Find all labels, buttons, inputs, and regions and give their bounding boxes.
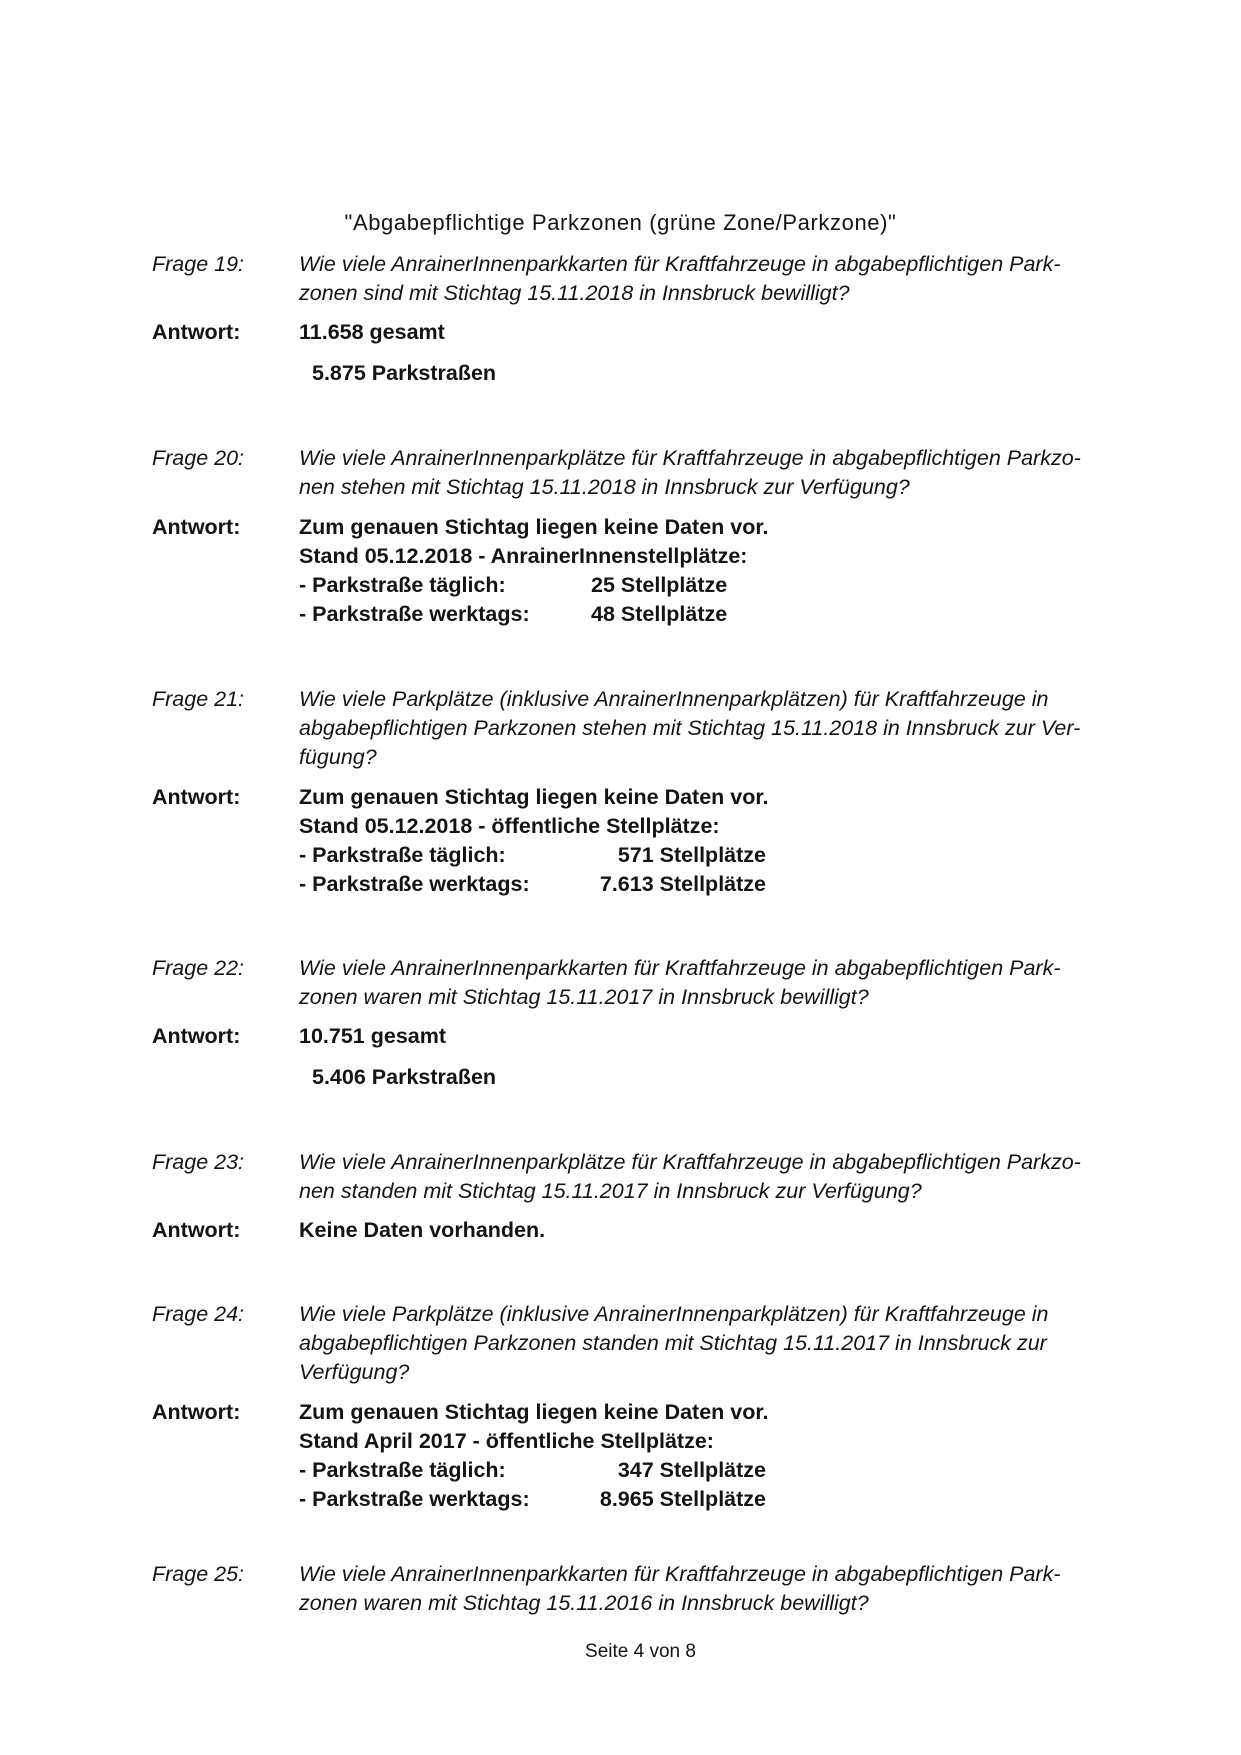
question-label: Frage 22:	[152, 956, 245, 980]
answer-label: Antwort:	[152, 1400, 241, 1424]
answer-line: Stand 05.12.2018 - AnrainerInnenstellplätze:	[299, 544, 748, 568]
question-label: Frage 20:	[152, 446, 245, 470]
row-value: 571 Stellplätze	[617, 843, 766, 867]
question-line: zonen waren mit Stichtag 15.11.2016 in Innsbruck bewilligt?	[299, 1591, 869, 1615]
row-key: - Parkstraße werktags:	[299, 872, 530, 896]
question-text	[299, 954, 1139, 1012]
answer-line: Stand 05.12.2018 - öffentliche Stellplätze:	[299, 814, 720, 838]
answer-text	[299, 1398, 769, 1514]
row-value: 7.613 Stellplätze	[599, 872, 766, 896]
answer-text	[299, 1022, 496, 1092]
question-line: zonen waren mit Stichtag 15.11.2017 in Innsbruck bewilligt?	[299, 985, 869, 1009]
answer-sub: 5.875 Parkstraßen	[312, 361, 497, 385]
question-line: fügung?	[299, 745, 377, 769]
answer-row	[299, 1485, 769, 1514]
answer-label: Antwort:	[152, 1218, 241, 1242]
question-line: Verfügung?	[299, 1360, 410, 1384]
question-text	[299, 444, 1139, 502]
answer-row	[299, 841, 769, 870]
answer-label: Antwort:	[152, 515, 241, 539]
question-line: nen standen mit Stichtag 15.11.2017 in Innsbruck zur Verfügung?	[299, 1179, 922, 1203]
question-line: abgabepflichtigen Parkzonen standen mit Stichtag 15.11.2017 in Innsbruck zur	[299, 1331, 1047, 1355]
answer-text	[299, 318, 496, 388]
question-line: Wie viele AnrainerInnenparkkarten für Kraftfahrzeuge in abgabepflichtigen Park-	[299, 252, 1061, 276]
answer-line: 11.658 gesamt	[299, 320, 445, 344]
answer-label: Antwort:	[152, 320, 241, 344]
answer-text	[299, 513, 769, 629]
section-title: "Abgabepflichtige Parkzonen (grüne Zone/Parkzone)"	[344, 210, 897, 235]
question-line: nen stehen mit Stichtag 15.11.2018 in Innsbruck zur Verfügung?	[299, 475, 910, 499]
row-key: - Parkstraße werktags:	[299, 1487, 530, 1511]
row-key: - Parkstraße werktags:	[299, 602, 530, 626]
row-value: 347 Stellplätze	[617, 1458, 766, 1482]
answer-row	[299, 571, 769, 600]
question-text	[299, 1148, 1139, 1206]
answer-row	[299, 600, 769, 629]
answer-line: Zum genauen Stichtag liegen keine Daten vor.	[299, 1400, 769, 1424]
question-line: Wie viele Parkplätze (inklusive AnrainerInnenparkplätzen) für Kraftfahrzeuge in	[299, 687, 1049, 711]
answer-line: Stand April 2017 - öffentliche Stellplätze:	[299, 1429, 714, 1453]
question-line: Wie viele Parkplätze (inklusive AnrainerInnenparkplätzen) für Kraftfahrzeuge in	[299, 1302, 1049, 1326]
row-key: - Parkstraße täglich:	[299, 573, 506, 597]
answer-line: Keine Daten vorhanden.	[299, 1218, 546, 1242]
question-line: Wie viele AnrainerInnenparkplätze für Kraftfahrzeuge in abgabepflichtigen Parkzo-	[299, 446, 1081, 470]
answer-label: Antwort:	[152, 1024, 241, 1048]
answer-line: Zum genauen Stichtag liegen keine Daten vor.	[299, 785, 769, 809]
answer-label: Antwort:	[152, 785, 241, 809]
row-key: - Parkstraße täglich:	[299, 1458, 506, 1482]
answer-text	[299, 1216, 545, 1245]
row-value: 8.965 Stellplätze	[599, 1487, 766, 1511]
question-line: Wie viele AnrainerInnenparkkarten für Kraftfahrzeuge in abgabepflichtigen Park-	[299, 956, 1061, 980]
question-label: Frage 23:	[152, 1150, 245, 1174]
question-text	[299, 685, 1139, 772]
question-label: Frage 19:	[152, 252, 245, 276]
answer-line: Zum genauen Stichtag liegen keine Daten vor.	[299, 515, 769, 539]
answer-row	[299, 1456, 769, 1485]
question-label: Frage 25:	[152, 1562, 245, 1586]
row-key: - Parkstraße täglich:	[299, 843, 506, 867]
row-value: 48 Stellplätze	[591, 602, 728, 626]
question-text	[299, 1300, 1139, 1387]
question-label: Frage 24:	[152, 1302, 245, 1326]
answer-row	[299, 870, 769, 899]
answer-line: 10.751 gesamt	[299, 1024, 447, 1048]
page-footer: Seite 4 von 8	[585, 1641, 696, 1662]
row-value: 25 Stellplätze	[591, 573, 728, 597]
question-line: abgabepflichtigen Parkzonen stehen mit Stichtag 15.11.2018 in Innsbruck zur Ver-	[299, 716, 1081, 740]
answer-text	[299, 783, 769, 899]
question-text	[299, 250, 1139, 308]
question-line: Wie viele AnrainerInnenparkplätze für Kraftfahrzeuge in abgabepflichtigen Parkzo-	[299, 1150, 1081, 1174]
question-text	[299, 1560, 1139, 1618]
answer-sub: 5.406 Parkstraßen	[312, 1065, 497, 1089]
question-line: zonen sind mit Stichtag 15.11.2018 in Innsbruck bewilligt?	[299, 281, 850, 305]
question-line: Wie viele AnrainerInnenparkkarten für Kraftfahrzeuge in abgabepflichtigen Park-	[299, 1562, 1061, 1586]
question-label: Frage 21:	[152, 687, 245, 711]
